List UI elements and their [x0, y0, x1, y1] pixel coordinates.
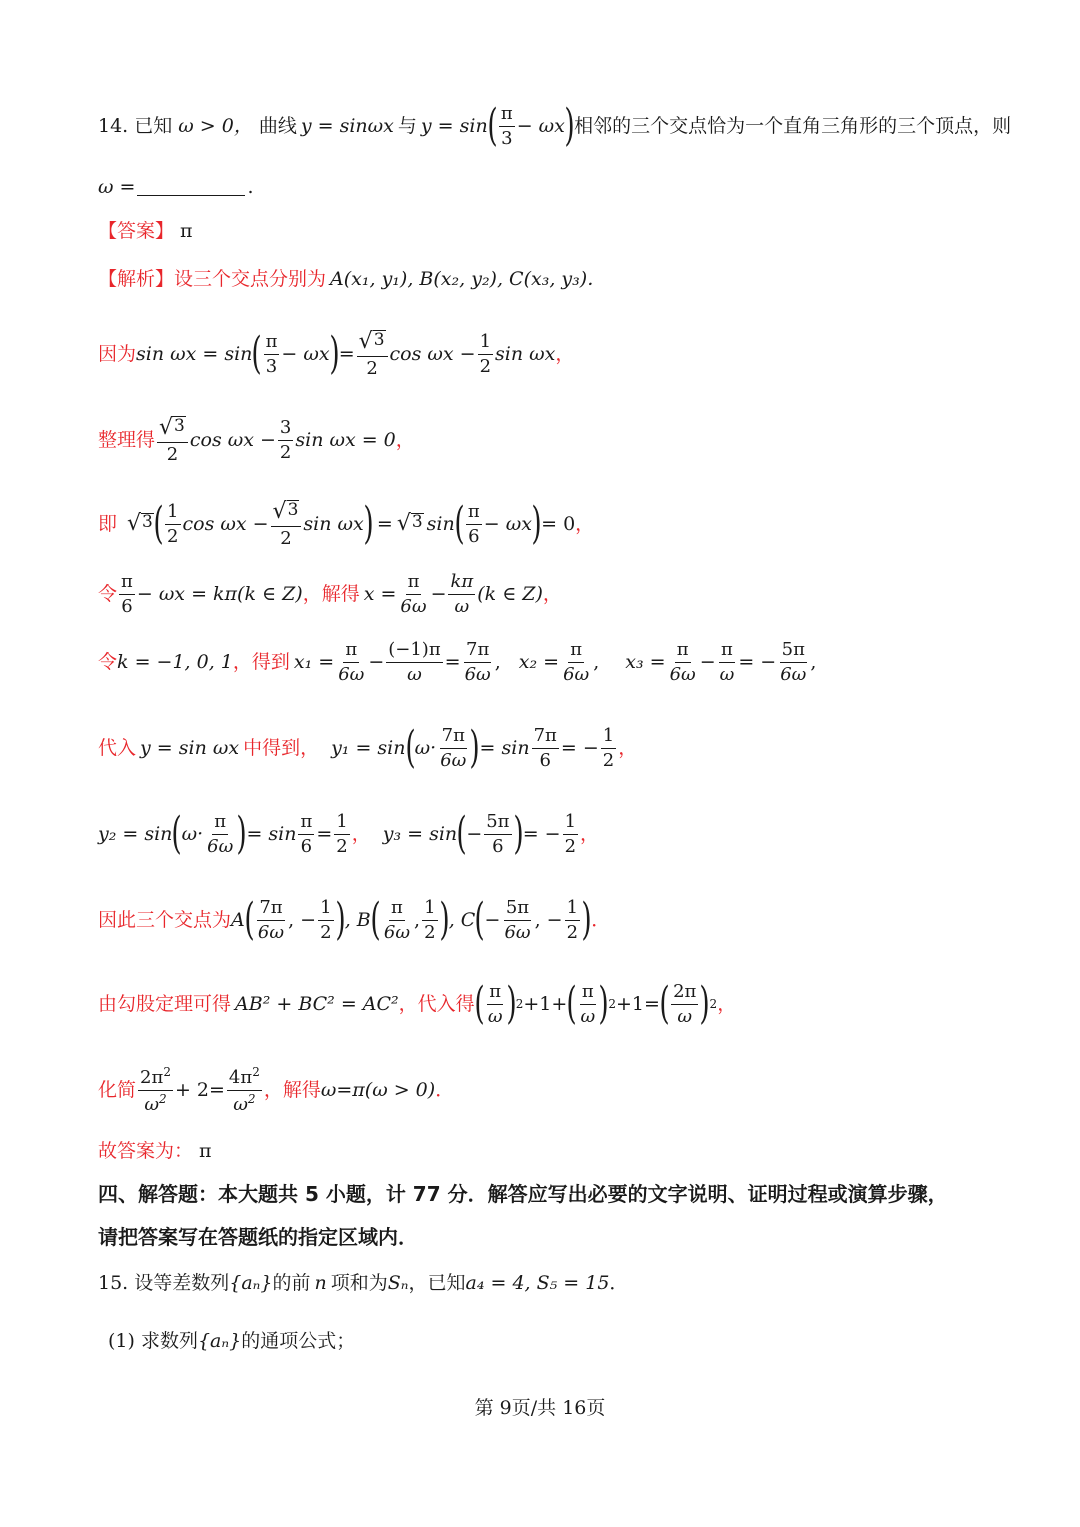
- math-expr: x =: [363, 582, 397, 605]
- q15-part1-text: (1) 求数列: [108, 1330, 198, 1352]
- q15-sn: Sₙ: [387, 1272, 409, 1294]
- paren-right: ): [581, 894, 592, 946]
- fraction: $\frac{7\pi}{6\omega}$: [464, 639, 491, 685]
- fraction: $\frac{\pi}{\omega}$: [719, 639, 735, 685]
- sqrt: √ 3: [127, 511, 153, 537]
- comma: ，: [395, 428, 415, 451]
- paren-left: (: [474, 978, 485, 1030]
- fraction: $\frac{\pi}{6\omega}$: [383, 897, 411, 943]
- section-heading-text: 请把答案写在答题纸的指定区域内．: [98, 1225, 418, 1249]
- paren-right: ): [531, 498, 542, 550]
- q14-omega-eq: ω =: [98, 176, 136, 198]
- paren-left: (: [370, 894, 381, 946]
- math-expr: (k ∈ Z): [477, 582, 543, 605]
- analysis-line7: 代入 y = sin ωx 中得到， y₁ = sin ( ω· $\frac{7\pi}{6\omega}$ ) = sin $\frac{7\pi}{6}$ = − $\frac{1}{2}$ ，: [98, 722, 638, 774]
- math-expr: ω=π(ω > 0): [320, 1078, 436, 1101]
- paren-right: ): [505, 978, 517, 1030]
- math-expr: −: [430, 582, 447, 605]
- math-expr: x₂ =: [518, 650, 560, 673]
- paren-left: (: [171, 808, 183, 860]
- fraction: $\frac{2\pi}{\omega}$: [673, 981, 697, 1027]
- math-expr: =: [338, 342, 355, 365]
- math-expr: x₃ =: [625, 650, 666, 673]
- analysis-text: ，得到: [232, 650, 290, 673]
- q14-period: .: [247, 176, 254, 198]
- math-expr: k = −1, 0, 1: [117, 650, 233, 673]
- math-expr: cos ωx −: [389, 342, 476, 365]
- q14-and: 与: [397, 114, 417, 137]
- analysis-line2: [98, 330, 1020, 379]
- fraction: $\frac{\pi}{6}$: [121, 571, 133, 617]
- fraction: $\frac{5\pi}{6}$: [486, 811, 510, 857]
- comma: ，: [542, 582, 562, 605]
- sqrt: √ 3: [396, 511, 423, 537]
- fraction: $\frac{1}{2}$: [424, 897, 436, 943]
- analysis-text: 即: [98, 512, 118, 535]
- fraction: $\frac{\pi}{6\omega}$: [563, 639, 590, 685]
- comma: ，: [575, 512, 595, 535]
- q15-text: ，已知: [408, 1272, 466, 1294]
- analysis-line5: [98, 572, 1020, 617]
- analysis-line11: [98, 1066, 1020, 1115]
- fraction: $\frac{\pi}{6\omega}$: [669, 639, 696, 685]
- fraction: √ 3 2: [357, 330, 388, 379]
- analysis-text: 由勾股定理可得: [98, 992, 232, 1015]
- analysis-text: ，解得: [302, 582, 360, 605]
- math-expr: sin ωx: [495, 342, 556, 365]
- section-heading-line2: [98, 1227, 1020, 1247]
- q14-line1: [98, 100, 1020, 152]
- math-expr: y₂ = sin: [98, 822, 173, 845]
- math-expr: + 2=: [174, 1078, 225, 1101]
- math-expr: y₁ = sin: [331, 736, 406, 759]
- fraction: $\frac{1}{2}$: [479, 331, 492, 377]
- analysis-text: 令: [98, 582, 118, 605]
- analysis-line12: [98, 1142, 1020, 1161]
- paren-left: (: [251, 328, 263, 380]
- fraction: $\frac{(-1)\pi}{\omega}$: [388, 639, 441, 685]
- fraction: $\frac{1}{2}$: [320, 897, 332, 943]
- math-expr: sin ωx = 0: [295, 428, 396, 451]
- q14-condition: ω > 0，: [178, 114, 253, 137]
- fraction: $\frac{\pi}{\omega}$: [487, 981, 503, 1027]
- q15-part1: [108, 1332, 1020, 1351]
- q14-line2: [98, 178, 1020, 197]
- math-expr: = 0: [541, 512, 576, 535]
- paren-right: ): [334, 894, 346, 946]
- answer-line: [98, 222, 1020, 241]
- fraction: $\frac{1}{2}$: [167, 501, 179, 547]
- analysis-points: A(x₁, y₁), B(x₂, y₂), C(x₃, y₃)．: [330, 268, 607, 290]
- analysis-text: 令: [98, 650, 118, 673]
- fraction: $\frac{k\pi}{\omega}$: [450, 571, 474, 617]
- fraction: $\frac{\pi}{3}$: [265, 331, 278, 377]
- page-footer: 第 9页/共 16页: [474, 1397, 606, 1419]
- analysis-text: 整理得: [98, 428, 156, 451]
- paren-left: (: [456, 808, 467, 860]
- math-expr: cos ωx −: [189, 428, 276, 451]
- math-expr: − ωx: [281, 342, 330, 365]
- fraction: $\frac{1}{2}$: [566, 897, 579, 943]
- analysis-text: 设三个交点分别为: [174, 268, 327, 290]
- fraction: √ 3 2: [271, 500, 302, 549]
- math-expr: x₁ =: [293, 650, 335, 673]
- comma: ，: [351, 822, 371, 845]
- math-expr: = −: [522, 822, 561, 845]
- analysis-text: 因为: [98, 342, 137, 365]
- math-expr: y = sin ωx: [140, 736, 240, 759]
- paren-right: ): [363, 498, 374, 550]
- fraction: $\frac{\pi}{6\omega}$: [400, 571, 427, 617]
- fraction: $\frac{\pi}{\omega}$: [580, 981, 596, 1027]
- paren-right: ): [598, 978, 609, 1030]
- fraction: $\frac{\pi}{6\omega}$: [338, 639, 365, 685]
- fraction: $\frac{1}{2}$: [336, 811, 348, 857]
- paren-left: (: [566, 978, 578, 1030]
- paren-left: (: [454, 498, 465, 550]
- q15-part1-text: 的通项公式；: [241, 1330, 356, 1352]
- math-expr: = sin: [479, 736, 530, 759]
- math-expr: +1=: [615, 992, 660, 1015]
- paren-right: ): [469, 722, 481, 774]
- fraction: $\frac{\pi}{6}$: [300, 811, 313, 857]
- paren-left: (: [474, 894, 486, 946]
- section-heading-line1: [98, 1184, 1020, 1204]
- math-expr: =: [316, 822, 333, 845]
- paren-right: ): [329, 328, 340, 380]
- fraction: $\frac{4\pi^2}{\omega^2}$: [228, 1065, 260, 1115]
- q15-line1: [98, 1274, 1020, 1293]
- math-expr: =: [376, 512, 393, 535]
- q14-number: 14. 已知: [98, 114, 173, 137]
- q14-text-end: 相邻的三个交点恰为一个直角三角形的三个顶点，则: [574, 114, 1012, 137]
- fraction: $\frac{2\pi^2}{\omega^2}$: [140, 1065, 171, 1115]
- comma: ，: [618, 736, 638, 759]
- paren-left: (: [153, 498, 164, 550]
- math-expr: = sin: [246, 822, 297, 845]
- q14-text: 曲线: [258, 114, 297, 137]
- paren-right: ): [512, 808, 524, 860]
- comma: ，: [555, 342, 575, 365]
- math-expr: AB² + BC² = AC²: [235, 992, 399, 1015]
- fraction: $\frac{\pi}{6\omega}$: [207, 811, 234, 857]
- paren-left: (: [404, 722, 416, 774]
- analysis-text: 化简: [98, 1078, 137, 1101]
- math-expr: +1+: [523, 992, 568, 1015]
- q15-sequence: {aₙ}: [197, 1330, 242, 1352]
- fraction: $\frac{\pi}{6}$: [467, 501, 480, 547]
- fraction: $\frac{1}{2}$: [564, 811, 577, 857]
- q14-curve1: y = sinωx: [300, 114, 394, 137]
- paren-left: (: [659, 978, 670, 1030]
- section-heading-text: 四、解答题：本大题共 5 小题，计 77 分．解答应写出必要的文字说明、证明过程或演算步骤，: [98, 1182, 948, 1206]
- fraction: √ 3 2: [157, 416, 188, 465]
- comma: ，: [717, 992, 737, 1015]
- period: ．: [435, 1078, 455, 1101]
- math-expr: − ωx: [483, 512, 532, 535]
- fraction: $\frac{7\pi}{6\omega}$: [257, 897, 285, 943]
- q14-minus-wx: − ωx: [516, 114, 565, 137]
- q15-text: 的前: [272, 1272, 311, 1294]
- paren-right: ): [438, 894, 450, 946]
- q15-text: 项和为: [330, 1272, 388, 1294]
- answer-value: π: [180, 220, 193, 242]
- analysis-text: 代入: [98, 736, 137, 759]
- fraction: $\frac{7\pi}{6\omega}$: [440, 725, 467, 771]
- q15-number: 15. 设等差数列: [98, 1272, 230, 1294]
- fraction: $\frac{5\pi}{6\omega}$: [504, 897, 531, 943]
- analysis-text: ，解得: [263, 1078, 321, 1101]
- math-expr: sin: [426, 512, 455, 535]
- fraction: $\frac{5\pi}{6\omega}$: [780, 639, 807, 685]
- math-expr: sin ωx: [303, 512, 364, 535]
- analysis-text: 故答案为：: [98, 1140, 194, 1162]
- math-expr: y₃ = sin: [382, 822, 458, 845]
- fraction: $\frac{7\pi}{6}$: [533, 725, 557, 771]
- answer-blank: [137, 179, 245, 196]
- analysis-text: 因此三个交点为: [98, 908, 232, 931]
- q15-sequence: {aₙ}: [229, 1272, 273, 1294]
- fraction: $\frac{\pi}{3}$: [500, 103, 513, 149]
- math-expr: sin ωx = sin: [136, 342, 253, 365]
- analysis-label: 【解析】: [98, 268, 175, 290]
- fraction: $\frac{1}{2}$: [602, 725, 615, 771]
- analysis-text: ，代入得: [398, 992, 475, 1015]
- paren-left: (: [244, 894, 255, 946]
- answer-label: 【答案】: [98, 220, 175, 242]
- paren-right: ): [236, 808, 248, 860]
- analysis-line3: [98, 416, 1020, 465]
- period: ．: [609, 1272, 629, 1294]
- math-expr: cos ωx −: [182, 512, 269, 535]
- comma: ，: [580, 822, 600, 845]
- final-answer: π: [199, 1140, 212, 1162]
- fraction: $\frac{3}{2}$: [279, 417, 292, 463]
- paren-left: (: [487, 100, 498, 152]
- analysis-line9: 因此三个交点为 A ( $\frac{7\pi}{6\omega}$ , − $\frac{1}{2}$ ) , B ( $\frac{\pi}{6\omega}$ , $\frac{1}{2}$ ) , C ( − $\frac{5\pi}{6\omega}$ , − $\frac{1}{2}$ ) ．: [98, 894, 611, 946]
- q15-condition: a₄ = 4, S₅ = 15: [465, 1272, 610, 1294]
- paren-right: ): [699, 978, 711, 1030]
- q15-n: n: [314, 1272, 327, 1294]
- analysis-line4: [98, 500, 1020, 549]
- analysis-line1: [98, 270, 1020, 289]
- math-expr: − ωx = kπ(k ∈ Z): [136, 582, 303, 605]
- analysis-text: 中得到，: [243, 736, 320, 759]
- paren-right: ): [564, 100, 575, 152]
- analysis-line8: y₂ = sin ( ω· $\frac{\pi}{6\omega}$ ) = sin $\frac{\pi}{6}$ = $\frac{1}{2}$ ， y₃ = sin ( − $\frac{5\pi}{6}$ ) = − $\frac{1}{2}$ ，: [98, 808, 600, 860]
- analysis-line10: 由勾股定理可得 AB² + BC² = AC² ，代入得 ( $\frac{\pi}{\omega}$ ) 2 +1+ ( $\frac{\pi}{\omega}$ ) 2 +1= ( $\frac{2\pi}{\omega}$ ) 2 ，: [98, 978, 737, 1030]
- q14-curve2: y = sin: [420, 114, 488, 137]
- analysis-line6: 令 k = −1, 0, 1 ，得到 x₁ = $\frac{\pi}{6\omega}$ − $\frac{(-1)\pi}{\omega}$ = $\frac{7\pi}{6\omega}$ , x₂ = $\frac{\pi}{6\omega}$ , x₃ = $\frac{\pi}{6\omega}$ − $\frac{\pi}{\omega}$ = − $\frac{5\pi}{6\omega}$ ,: [98, 639, 817, 685]
- math-expr: = −: [560, 736, 599, 759]
